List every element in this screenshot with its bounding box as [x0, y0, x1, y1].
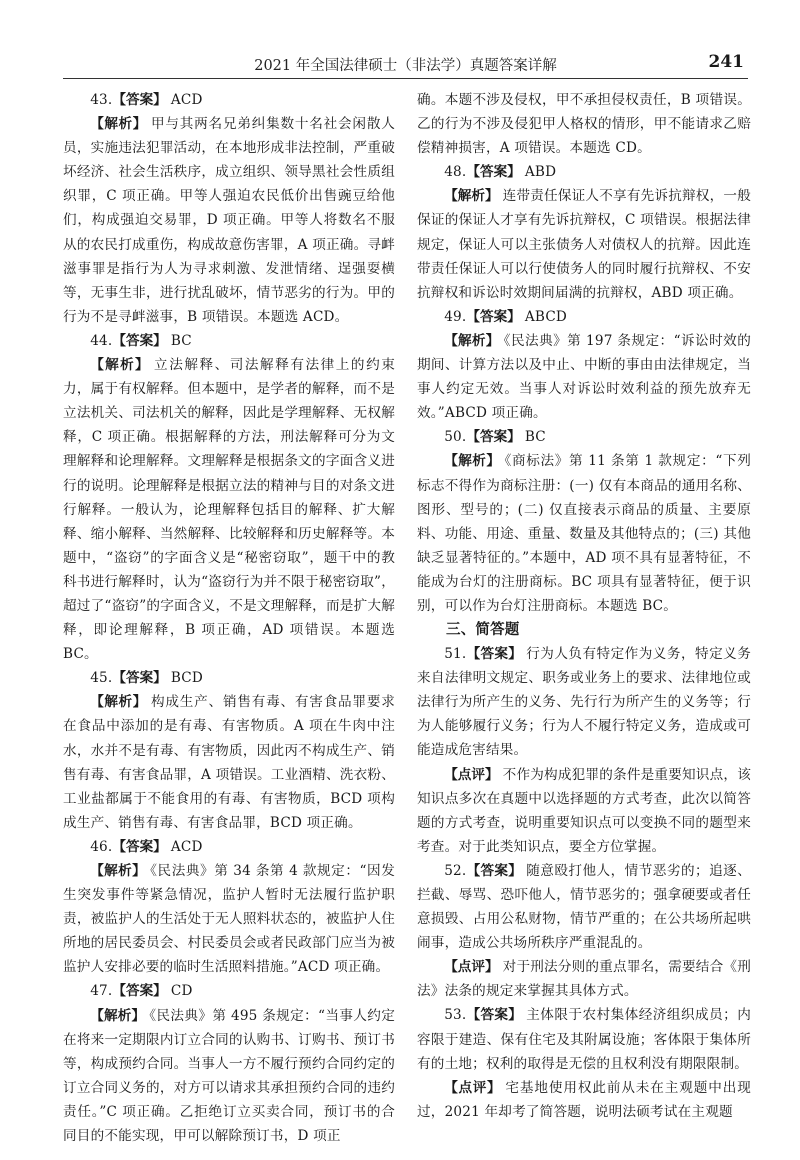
answer-label: 【答案】 — [466, 429, 521, 446]
analysis-label: 【解析】 — [90, 694, 147, 711]
analysis-label: 【解析】 — [444, 188, 499, 205]
answer-label: 【答案】 — [466, 164, 521, 181]
q53-comment: 【点评】 宅基地使用权此前从未在主观题中出现过，2021 年却考了简答题，说明法硕考试在主观题 — [417, 1079, 752, 1120]
q53-answer: 53.【答案】 主体限于农村集体经济组织成员；内容限于建造、保有住宅及其附属设施；客体限于集体所有的土地；权利的取得是无偿的且权利没有期限限制。 — [417, 1007, 751, 1072]
q45-answer: BCD — [170, 670, 204, 687]
left-column — [63, 88, 395, 1148]
page-number: 241 — [708, 52, 744, 72]
answer-label: 【答案】 — [112, 838, 167, 855]
q50-explanation: 【解析】 《商标法》第 11 条第 1 款规定：“下列标志不得作为商标注册：(一) 仅有本商品的通用名称、图形、型号的；(二) 仅直接表示商品的质量、主要原料、功能、用途、重量、数量及其他特点的；(三) 其他缺乏显著特征的。”本题中，AD 项不具有显著特征，不能成为台灯的注册商标。BC 项具有显著特征，便于识别，可以作为台灯注册商标。本题选 BC。 — [417, 453, 752, 614]
q44-answer-line: 44.【答案】 BC — [90, 332, 192, 349]
right-column — [417, 88, 751, 1124]
analysis-label: 【解析】 — [90, 1007, 146, 1024]
q51-answer: 51.【答案】 行为人负有特定作为义务，特定义务来自法律明文规定、职务或业务上的要求、法律地位或法律行为所产生的义务、先行行为所产生的义务等；行为人能够履行义务；行为人不履行特定义务，造成或可能造成危害结果。 — [417, 646, 751, 759]
q47-explanation-continued: 确。本题不涉及侵权，甲不承担侵权责任，B 项错误。乙的行为不涉及侵犯甲人格权的情形，甲不能请求乙赔偿精神损害，A 项错误。本题选 CD。 — [417, 92, 751, 157]
comment-label: 【点评】 — [444, 766, 499, 783]
q48-answer: ABD — [524, 164, 557, 181]
q46-answer: ACD — [170, 838, 203, 855]
q44-answer: BC — [170, 332, 192, 349]
analysis-label: 【解析】 — [444, 332, 500, 349]
answer-label: 【答案】 — [466, 862, 523, 879]
q43-answer-line: 43.【答案】 ACD — [90, 92, 203, 108]
answer-label: 【答案】 — [112, 983, 167, 1000]
analysis-label: 【解析】 — [90, 357, 150, 374]
q48-explanation: 【解析】 连带责任保证人不享有先诉抗辩权，一般保证的保证人才享有先诉抗辩权，C 项错误。根据法律规定，保证人可以主张债务人对债权人的抗辩。因此连带责任保证人可以行使债务人的同时履行抗辩权、不安抗辩权和诉讼时效期间届满的抗辩权，ABD 项正确。 — [417, 188, 751, 301]
q44-explanation: 【解析】 立法解释、司法解释有法律上的约束力，属于有权解释。但本题中，是学者的解释，而不是立法机关、司法机关的解释，因此是学理解释、无权解释，C 项正确。根据解释的方法，刑法解释可分为文理解释和论理解释。文理解释是根据条文的字面含义进行的说明。论理解释是根据立法的精神与目的对条文进行解释。一般认为，论理解释包括目的解释、扩大解释、缩小解释、当然解释、比较解释和历史解释等。本题中，“盗窃”的字面含义是“秘密窃取”，题干中的教科书进行解释时，认为“盗窃行为并不限于秘密窃取”，超过了“盗窃”的字面含义，不是文理解释，而是扩大解释，即论理解释，B 项正确，AD 项错误。本题选 BC。 — [63, 357, 396, 663]
q52-answer: 52.【答案】 随意殴打他人，情节恶劣的；追逐、拦截、辱骂、恐吓他人，情节恶劣的；强拿硬要或者任意损毁、占用公私财物，情节严重的；在公共场所起哄闹事，造成公共场所秩序严重混乱的。 — [417, 862, 751, 952]
q45-explanation: 【解析】 构成生产、销售有毒、有害食品罪要求在食品中添加的是有毒、有害物质。A 项在牛肉中注水，水并不是有毒、有害物质，因此丙不构成生产、销售有毒、有害食品罪，A 项错误。工业酒精、洗衣粉、工业盐都属于不能食用的有毒、有害物质，BCD 项构成生产、销售有毒、有害食品罪，BCD 项正确。 — [63, 694, 395, 831]
analysis-label: 【解析】 — [90, 863, 147, 879]
section-heading: 三、简答题 — [446, 622, 520, 639]
analysis-label: 【解析】 — [90, 116, 147, 133]
comment-label: 【点评】 — [444, 1079, 502, 1096]
answer-label: 【答案】 — [466, 646, 523, 663]
q45-answer-line: 45.【答案】 BCD — [90, 670, 204, 687]
answer-label: 【答案】 — [112, 670, 167, 687]
q48-answer-line: 48.【答案】 ABD — [444, 164, 557, 181]
q51-comment: 【点评】 不作为构成犯罪的条件是重要知识点，该知识点多次在真题中以选择题的方式考查，此次以简答题的方式考查，说明重要知识点可以变换不同的题型来考查。对于此类知识点，要全方位掌握。 — [417, 766, 751, 855]
answer-label: 【答案】 — [466, 1007, 523, 1024]
q43-answer: ACD — [170, 92, 203, 108]
q47-explanation: 【解析】 《民法典》第 495 条规定：“当事人约定在将来一定期限内订立合同的认购书、订购书、预订书等，构成预约合同。当事人一方不履行预约合同约定的订立合同义务的，对方可以请求其承担预约合同的违约责任。”C 项正确。乙拒绝订立买卖合同，预订书的合同目的不能实现，甲可以解除预订书，D 项正 — [63, 1007, 396, 1145]
answer-label: 【答案】 — [112, 92, 167, 108]
page-header — [63, 40, 748, 79]
analysis-label: 【解析】 — [444, 453, 501, 470]
answer-label: 【答案】 — [466, 308, 521, 325]
q49-explanation: 【解析】 《民法典》第 197 条规定：“诉讼时效的期间、计算方法以及中止、中断的事由由法律规定，当事人约定无效。当事人对诉讼时效利益的预先放弃无效。”ABCD 项正确。 — [417, 332, 752, 422]
answer-label: 【答案】 — [112, 332, 167, 349]
q46-answer-line: 46.【答案】 ACD — [90, 838, 203, 855]
running-title: 2021 年全国法律硕士（非法学）真题答案详解 — [254, 58, 557, 74]
q46-explanation: 【解析】 《民法典》第 34 条第 4 款规定：“因发生突发事件等紧急情况，监护人暂时无法履行监护职责，被监护人的生活处于无人照料状态的，被监护人住所地的居民委员会、村民委员会或者民政部门应当为被监护人安排必要的临时生活照料措施。”ACD 项正确。 — [63, 863, 396, 976]
q50-answer-line: 50.【答案】 BC — [444, 429, 546, 446]
q43-explanation: 【解析】 甲与其两名兄弟纠集数十名社会闲散人员，实施违法犯罪活动，在本地形成非法控制，严重破坏经济、社会生活秩序，成立组织、领导黑社会性质组织罪，C 项正确。甲等人强迫农民低价出售豌豆给他们，构成强迫交易罪，D 项正确。甲等人将数名不服从的农民打成重伤，构成故意伤害罪，A 项正确。寻衅滋事罪是指行为人为寻求刺激、发泄情绪、逞强耍横等，无事生非，进行扰乱破坏，情节恶劣的行为。甲的行为不是寻衅滋事，B 项错误。本题选 ACD。 — [63, 116, 395, 325]
q49-answer: ABCD — [524, 308, 568, 325]
q52-comment: 【点评】 对于刑法分则的重点罪名，需要结合《刑法》法条的规定来掌握其具体方式。 — [417, 959, 751, 1000]
q50-answer: BC — [524, 429, 546, 446]
q47-answer: CD — [170, 983, 193, 1000]
q49-answer-line: 49.【答案】 ABCD — [444, 308, 568, 325]
q47-answer-line: 47.【答案】 CD — [90, 983, 193, 1000]
comment-label: 【点评】 — [444, 959, 499, 976]
